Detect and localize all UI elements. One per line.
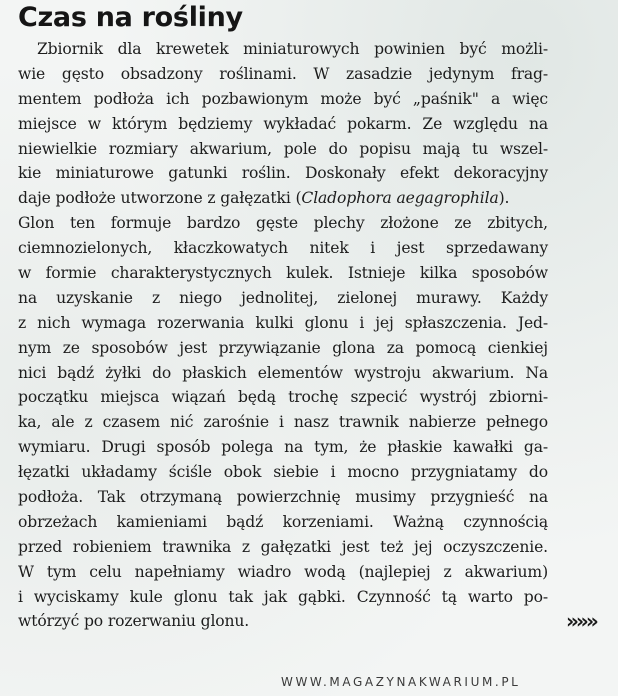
article-line: niewielkie rozmiary akwarium, pole do popisu mają tu wszel- (18, 139, 548, 158)
article-line: Glon ten formuje bardzo gęste plechy złożone ze zbitych, (18, 214, 548, 233)
article-title: Czas na rośliny (18, 2, 243, 33)
article-line: Zbiornik dla krewetek miniaturowych powinien być możli- (37, 40, 548, 58)
article-line: łęzatki układamy ściśle obok siebie i mocno przygniatamy do (18, 463, 548, 482)
article-line-text: ). (498, 189, 510, 208)
article-line: podłoża. Tak otrzymaną powierzchnię musimy przygnieść na (18, 488, 548, 507)
article-line: wymiaru. Drugi sposób polega na tym, że płaskie kawałki ga- (18, 438, 548, 457)
article-line: ciemnozielonych, kłaczkowatych nitek i jest sprzedawany (18, 239, 548, 258)
article-line: miejsce w którym będziemy wykładać pokarm. Ze względu na (18, 114, 548, 133)
article-line: kie miniaturowe gatunki roślin. Doskonały efekt dekoracyjny (18, 164, 548, 183)
article-line: wtórzyć po rozerwaniu glonu. (18, 612, 250, 631)
article-body (18, 37, 548, 634)
footer-website-url: WWW.MAGAZYNAKWARIUM.PL (281, 675, 521, 689)
article-line: mentem podłoża ich pozbawionym może być „paśnik" a więc (18, 89, 548, 108)
article-line (18, 186, 548, 211)
article-line: nym ze sposobów jest przywiązanie glona za pomocą cienkiej (18, 338, 548, 357)
continue-arrow-icon: »»» (566, 609, 596, 633)
article-line: i wyciskamy kule glonu tak jak gąbki. Czynność tą warto po- (18, 587, 548, 606)
article-line: ka, ale z czasem nić zarośnie i nasz trawnik nabierze pełnego (18, 413, 548, 432)
article-line: W tym celu napełniamy wiadro wodą (najlepiej z akwarium) (18, 562, 548, 581)
article-line: przed robieniem trawnika z gałęzatki jest też jej oczyszczenie. (18, 537, 548, 556)
article-line: wie gęsto obsadzony roślinami. W zasadzie jedynym frag- (18, 64, 548, 83)
latin-species-name: Cladophora aegagrophila (301, 189, 499, 208)
article-line: z nich wymaga rozerwania kulki glonu i jej spłaszczenia. Jed- (18, 313, 548, 332)
article-line: nici bądź żyłki do płaskich elementów wystroju akwarium. Na (18, 363, 548, 382)
article-line: w formie charakterystycznych kulek. Istnieje kilka sposobów (18, 264, 548, 283)
article-line: początku miejsca wiązań będą trochę szpecić wystrój zbiorni- (18, 388, 548, 407)
article-line: na uzyskanie z niego jednolitej, zielonej murawy. Każdy (18, 288, 548, 307)
article-line-text: daje podłoże utworzone z gałęzatki ( (18, 189, 302, 208)
article-line: obrzeżach kamieniami bądź korzeniami. Ważną czynnością (18, 512, 548, 531)
